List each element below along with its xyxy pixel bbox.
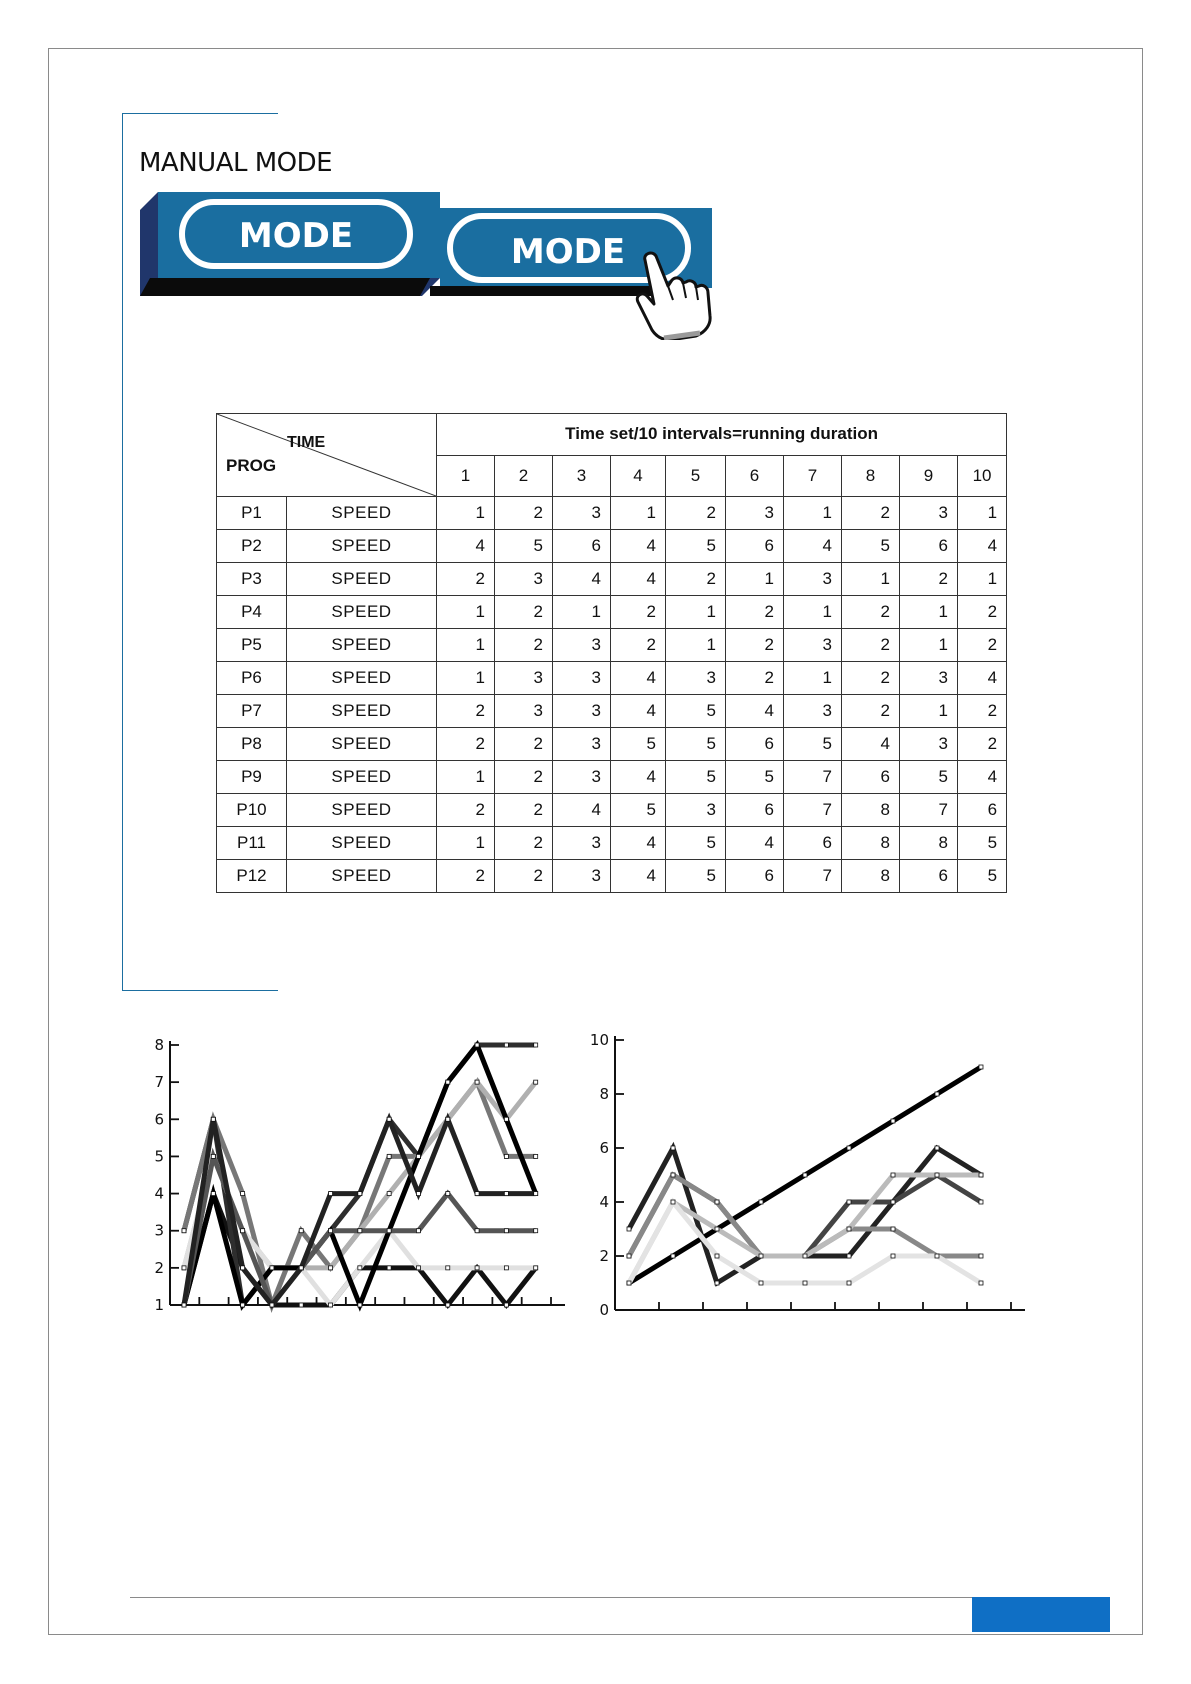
- speed-value-cell: 6: [900, 530, 958, 563]
- data-point: [475, 1080, 479, 1084]
- y-tick-label: 1: [154, 1296, 164, 1314]
- data-point: [759, 1281, 763, 1285]
- data-point: [241, 1266, 245, 1270]
- speed-value-cell: 1: [437, 662, 495, 695]
- speed-value-cell: 8: [842, 860, 900, 893]
- data-point: [671, 1146, 675, 1150]
- data-point: [847, 1200, 851, 1204]
- speed-value-cell: 2: [726, 662, 784, 695]
- interval-header: 3: [553, 455, 611, 497]
- speed-value-cell: 5: [900, 761, 958, 794]
- speed-value-cell: 2: [437, 695, 495, 728]
- speed-value-cell: 1: [437, 761, 495, 794]
- data-point: [504, 1303, 508, 1307]
- speed-value-cell: 2: [666, 563, 726, 596]
- speed-value-cell: 2: [842, 629, 900, 662]
- speed-value-cell: 4: [611, 563, 666, 596]
- speed-label-cell: SPEED: [287, 497, 437, 530]
- data-point: [935, 1254, 939, 1258]
- y-tick-label: 3: [154, 1221, 164, 1240]
- interval-header: 9: [900, 455, 958, 497]
- data-point: [627, 1281, 631, 1285]
- speed-value-cell: 2: [495, 728, 553, 761]
- speed-value-cell: 4: [726, 827, 784, 860]
- data-point: [715, 1281, 719, 1285]
- speed-value-cell: 1: [784, 497, 842, 530]
- y-tick-label: 6: [154, 1110, 164, 1129]
- data-point: [847, 1146, 851, 1150]
- data-point: [534, 1043, 538, 1047]
- data-point: [534, 1154, 538, 1158]
- speed-value-cell: 2: [842, 662, 900, 695]
- speed-value-cell: 5: [958, 827, 1007, 860]
- data-point: [891, 1119, 895, 1123]
- speed-value-cell: 2: [437, 728, 495, 761]
- interval-header: 5: [666, 455, 726, 497]
- data-point: [241, 1229, 245, 1233]
- speed-value-cell: 1: [666, 596, 726, 629]
- data-point: [715, 1254, 719, 1258]
- prog-cell: P1: [217, 497, 287, 530]
- y-tick-label: 7: [154, 1073, 164, 1092]
- data-point: [847, 1254, 851, 1258]
- y-tick-label: 0: [599, 1301, 609, 1319]
- speed-value-cell: 3: [553, 761, 611, 794]
- table-row: [217, 662, 1007, 695]
- speed-value-cell: 6: [900, 860, 958, 893]
- prog-cell: P4: [217, 596, 287, 629]
- data-point: [329, 1266, 333, 1270]
- corner-prog-label: PROG: [226, 456, 277, 475]
- data-point: [387, 1117, 391, 1121]
- data-point: [534, 1229, 538, 1233]
- prog-cell: P2: [217, 530, 287, 563]
- prog-cell: P11: [217, 827, 287, 860]
- speed-value-cell: 8: [842, 794, 900, 827]
- prog-cell: P5: [217, 629, 287, 662]
- data-point: [979, 1281, 983, 1285]
- speed-value-cell: 1: [666, 629, 726, 662]
- data-point: [241, 1303, 245, 1307]
- data-point: [627, 1254, 631, 1258]
- speed-value-cell: 6: [726, 860, 784, 893]
- data-point: [387, 1192, 391, 1196]
- speed-value-cell: 7: [784, 794, 842, 827]
- data-point: [759, 1200, 763, 1204]
- data-point: [803, 1281, 807, 1285]
- speed-value-cell: 3: [553, 629, 611, 662]
- interval-header: 2: [495, 455, 553, 497]
- data-point: [211, 1117, 215, 1121]
- corner-diagonal: [217, 414, 436, 496]
- data-point: [358, 1266, 362, 1270]
- speed-value-cell: 3: [553, 860, 611, 893]
- speed-value-cell: 6: [958, 794, 1007, 827]
- data-point: [358, 1303, 362, 1307]
- corner-time-label: TIME: [287, 434, 326, 451]
- data-point: [979, 1254, 983, 1258]
- speed-value-cell: 2: [495, 596, 553, 629]
- speed-value-cell: 2: [842, 497, 900, 530]
- speed-value-cell: 4: [958, 761, 1007, 794]
- prog-cell: P9: [217, 761, 287, 794]
- table-row: [217, 761, 1007, 794]
- speed-value-cell: 1: [437, 629, 495, 662]
- speed-value-cell: 4: [726, 695, 784, 728]
- speed-value-cell: 5: [666, 761, 726, 794]
- data-point: [358, 1192, 362, 1196]
- speed-label-cell: SPEED: [287, 596, 437, 629]
- speed-value-cell: 4: [611, 827, 666, 860]
- speed-value-cell: 1: [784, 662, 842, 695]
- data-point: [358, 1229, 362, 1233]
- table-body: [217, 497, 1007, 893]
- speed-value-cell: 3: [553, 827, 611, 860]
- speed-value-cell: 5: [611, 728, 666, 761]
- data-point: [241, 1192, 245, 1196]
- speed-value-cell: 4: [842, 728, 900, 761]
- table-row: [217, 596, 1007, 629]
- data-point: [211, 1154, 215, 1158]
- speed-value-cell: 4: [611, 662, 666, 695]
- data-point: [299, 1229, 303, 1233]
- speed-value-cell: 7: [900, 794, 958, 827]
- speed-value-cell: 3: [553, 695, 611, 728]
- speed-value-cell: 3: [495, 662, 553, 695]
- speed-value-cell: 1: [958, 497, 1007, 530]
- speed-label-cell: SPEED: [287, 662, 437, 695]
- speed-value-cell: 3: [553, 497, 611, 530]
- data-point: [979, 1200, 983, 1204]
- data-point: [803, 1173, 807, 1177]
- speed-value-cell: 1: [437, 827, 495, 860]
- table-row: [217, 629, 1007, 662]
- table-row: [217, 497, 1007, 530]
- speed-value-cell: 5: [842, 530, 900, 563]
- data-point: [446, 1266, 450, 1270]
- program-speed-table: [216, 413, 1007, 893]
- series-line-s6: [629, 1202, 981, 1283]
- speed-value-cell: 1: [900, 629, 958, 662]
- y-tick-label: 2: [154, 1258, 164, 1277]
- y-tick-label: 10: [589, 1031, 609, 1049]
- data-point: [416, 1154, 420, 1158]
- speed-value-cell: 1: [437, 497, 495, 530]
- data-point: [534, 1192, 538, 1196]
- prog-cell: P10: [217, 794, 287, 827]
- data-point: [387, 1154, 391, 1158]
- speed-value-cell: 3: [900, 728, 958, 761]
- speed-value-cell: 2: [958, 629, 1007, 662]
- speed-value-cell: 6: [726, 794, 784, 827]
- prog-cell: P6: [217, 662, 287, 695]
- data-point: [446, 1117, 450, 1121]
- table-row: [217, 827, 1007, 860]
- prog-cell: P7: [217, 695, 287, 728]
- table-row: [217, 728, 1007, 761]
- data-point: [534, 1080, 538, 1084]
- table-row: [217, 794, 1007, 827]
- data-point: [182, 1266, 186, 1270]
- footer-color-block: [972, 1597, 1110, 1632]
- data-point: [504, 1043, 508, 1047]
- speed-value-cell: 2: [437, 794, 495, 827]
- speed-value-cell: 8: [900, 827, 958, 860]
- data-point: [671, 1200, 675, 1204]
- speed-value-cell: 5: [666, 860, 726, 893]
- speed-value-cell: 5: [495, 530, 553, 563]
- y-tick-label: 8: [154, 1036, 164, 1054]
- data-point: [671, 1173, 675, 1177]
- y-tick-label: 4: [154, 1184, 164, 1203]
- speed-value-cell: 5: [666, 827, 726, 860]
- speed-value-cell: 4: [437, 530, 495, 563]
- data-point: [475, 1043, 479, 1047]
- table-row: [217, 860, 1007, 893]
- data-point: [935, 1092, 939, 1096]
- speed-label-cell: SPEED: [287, 530, 437, 563]
- speed-value-cell: 6: [842, 761, 900, 794]
- speed-value-cell: 3: [784, 629, 842, 662]
- data-point: [979, 1173, 983, 1177]
- speed-value-cell: 2: [495, 827, 553, 860]
- speed-value-cell: 4: [611, 761, 666, 794]
- data-point: [504, 1229, 508, 1233]
- prog-cell: P12: [217, 860, 287, 893]
- data-point: [803, 1254, 807, 1258]
- speed-value-cell: 2: [958, 728, 1007, 761]
- speed-value-cell: 2: [666, 497, 726, 530]
- data-point: [299, 1266, 303, 1270]
- speed-value-cell: 3: [553, 662, 611, 695]
- speed-value-cell: 3: [666, 794, 726, 827]
- bracket-bottom: [123, 990, 278, 991]
- data-point: [475, 1266, 479, 1270]
- speed-value-cell: 4: [958, 530, 1007, 563]
- speed-value-cell: 2: [958, 695, 1007, 728]
- mode-buttons-illustration: [140, 190, 720, 340]
- speed-value-cell: 5: [666, 695, 726, 728]
- data-point: [329, 1229, 333, 1233]
- data-point: [446, 1303, 450, 1307]
- speed-value-cell: 5: [666, 530, 726, 563]
- series-line-s5: [629, 1175, 981, 1283]
- speed-value-cell: 6: [726, 530, 784, 563]
- speed-chart-right: [585, 1020, 1035, 1340]
- speed-value-cell: 1: [900, 695, 958, 728]
- table-header-title: Time set/10 intervals=running duration: [437, 414, 1007, 456]
- speed-value-cell: 1: [900, 596, 958, 629]
- data-point: [387, 1266, 391, 1270]
- speed-value-cell: 1: [958, 563, 1007, 596]
- speed-value-cell: 5: [726, 761, 784, 794]
- data-point: [935, 1146, 939, 1150]
- data-point: [270, 1266, 274, 1270]
- data-point: [891, 1227, 895, 1231]
- speed-value-cell: 2: [495, 497, 553, 530]
- speed-value-cell: 5: [958, 860, 1007, 893]
- speed-value-cell: 6: [553, 530, 611, 563]
- data-point: [847, 1227, 851, 1231]
- y-tick-label: 4: [599, 1193, 609, 1211]
- data-point: [329, 1192, 333, 1196]
- data-point: [891, 1173, 895, 1177]
- speed-value-cell: 2: [437, 563, 495, 596]
- speed-value-cell: 1: [437, 596, 495, 629]
- speed-label-cell: SPEED: [287, 827, 437, 860]
- data-point: [671, 1254, 675, 1258]
- speed-value-cell: 2: [495, 629, 553, 662]
- speed-value-cell: 1: [611, 497, 666, 530]
- speed-value-cell: 5: [784, 728, 842, 761]
- data-point: [475, 1229, 479, 1233]
- speed-value-cell: 4: [958, 662, 1007, 695]
- data-point: [935, 1173, 939, 1177]
- speed-value-cell: 1: [726, 563, 784, 596]
- interval-header: 7: [784, 455, 842, 497]
- speed-value-cell: 3: [900, 662, 958, 695]
- mode-button-left-label: MODE: [238, 216, 354, 256]
- speed-value-cell: 4: [553, 794, 611, 827]
- speed-value-cell: 7: [784, 860, 842, 893]
- speed-value-cell: 1: [553, 596, 611, 629]
- data-point: [211, 1192, 215, 1196]
- y-tick-label: 6: [599, 1139, 609, 1157]
- data-point: [182, 1303, 186, 1307]
- speed-value-cell: 6: [784, 827, 842, 860]
- speed-value-cell: 2: [900, 563, 958, 596]
- section-title: MANUAL MODE: [139, 148, 333, 178]
- speed-value-cell: 4: [611, 695, 666, 728]
- speed-label-cell: SPEED: [287, 695, 437, 728]
- speed-value-cell: 3: [666, 662, 726, 695]
- speed-value-cell: 1: [842, 563, 900, 596]
- speed-value-cell: 2: [842, 596, 900, 629]
- data-point: [416, 1192, 420, 1196]
- speed-value-cell: 2: [611, 629, 666, 662]
- speed-value-cell: 4: [784, 530, 842, 563]
- speed-chart-left: [140, 1020, 580, 1340]
- data-point: [182, 1229, 186, 1233]
- bracket-top: [123, 113, 278, 114]
- speed-value-cell: 1: [784, 596, 842, 629]
- data-point: [504, 1192, 508, 1196]
- data-point: [891, 1200, 895, 1204]
- table-row: [217, 530, 1007, 563]
- speed-label-cell: SPEED: [287, 860, 437, 893]
- mode-button-right-label: MODE: [510, 232, 626, 272]
- speed-value-cell: 3: [784, 695, 842, 728]
- data-point: [504, 1117, 508, 1121]
- data-point: [446, 1192, 450, 1196]
- speed-label-cell: SPEED: [287, 563, 437, 596]
- speed-value-cell: 3: [784, 563, 842, 596]
- data-point: [329, 1303, 333, 1307]
- data-point: [387, 1229, 391, 1233]
- y-tick-label: 8: [599, 1085, 609, 1103]
- speed-value-cell: 2: [495, 860, 553, 893]
- table-row: [217, 695, 1007, 728]
- data-point: [979, 1065, 983, 1069]
- speed-value-cell: 2: [726, 629, 784, 662]
- y-tick-label: 2: [599, 1247, 609, 1265]
- data-point: [715, 1227, 719, 1231]
- speed-label-cell: SPEED: [287, 629, 437, 662]
- speed-value-cell: 2: [495, 761, 553, 794]
- speed-value-cell: 5: [666, 728, 726, 761]
- speed-value-cell: 6: [726, 728, 784, 761]
- speed-value-cell: 7: [784, 761, 842, 794]
- speed-label-cell: SPEED: [287, 794, 437, 827]
- speed-value-cell: 3: [553, 728, 611, 761]
- interval-header: 8: [842, 455, 900, 497]
- speed-value-cell: 3: [495, 695, 553, 728]
- data-point: [627, 1227, 631, 1231]
- data-point: [504, 1154, 508, 1158]
- speed-value-cell: 2: [611, 596, 666, 629]
- speed-value-cell: 2: [726, 596, 784, 629]
- table-row: [217, 563, 1007, 596]
- data-point: [270, 1303, 274, 1307]
- speed-value-cell: 3: [900, 497, 958, 530]
- speed-value-cell: 8: [842, 827, 900, 860]
- data-point: [891, 1254, 895, 1258]
- data-point: [759, 1254, 763, 1258]
- interval-header: 10: [958, 455, 1007, 497]
- speed-label-cell: SPEED: [287, 728, 437, 761]
- footer-rule: [130, 1597, 1110, 1598]
- interval-header: 1: [437, 455, 495, 497]
- speed-value-cell: 3: [726, 497, 784, 530]
- speed-value-cell: 2: [958, 596, 1007, 629]
- speed-value-cell: 2: [495, 794, 553, 827]
- data-point: [847, 1281, 851, 1285]
- prog-cell: P8: [217, 728, 287, 761]
- prog-cell: P3: [217, 563, 287, 596]
- y-tick-label: 5: [154, 1147, 164, 1166]
- data-point: [475, 1192, 479, 1196]
- interval-header: 4: [611, 455, 666, 497]
- data-point: [715, 1200, 719, 1204]
- speed-value-cell: 2: [437, 860, 495, 893]
- data-point: [416, 1229, 420, 1233]
- speed-value-cell: 5: [611, 794, 666, 827]
- interval-header: 6: [726, 455, 784, 497]
- speed-value-cell: 4: [611, 530, 666, 563]
- data-point: [446, 1080, 450, 1084]
- speed-value-cell: 4: [611, 860, 666, 893]
- speed-value-cell: 3: [495, 563, 553, 596]
- speed-value-cell: 4: [553, 563, 611, 596]
- speed-label-cell: SPEED: [287, 761, 437, 794]
- data-point: [504, 1266, 508, 1270]
- data-point: [416, 1266, 420, 1270]
- mode-plate-left-base: [140, 278, 430, 296]
- speed-value-cell: 2: [842, 695, 900, 728]
- data-point: [534, 1266, 538, 1270]
- table-corner: [217, 414, 437, 497]
- data-point: [299, 1303, 303, 1307]
